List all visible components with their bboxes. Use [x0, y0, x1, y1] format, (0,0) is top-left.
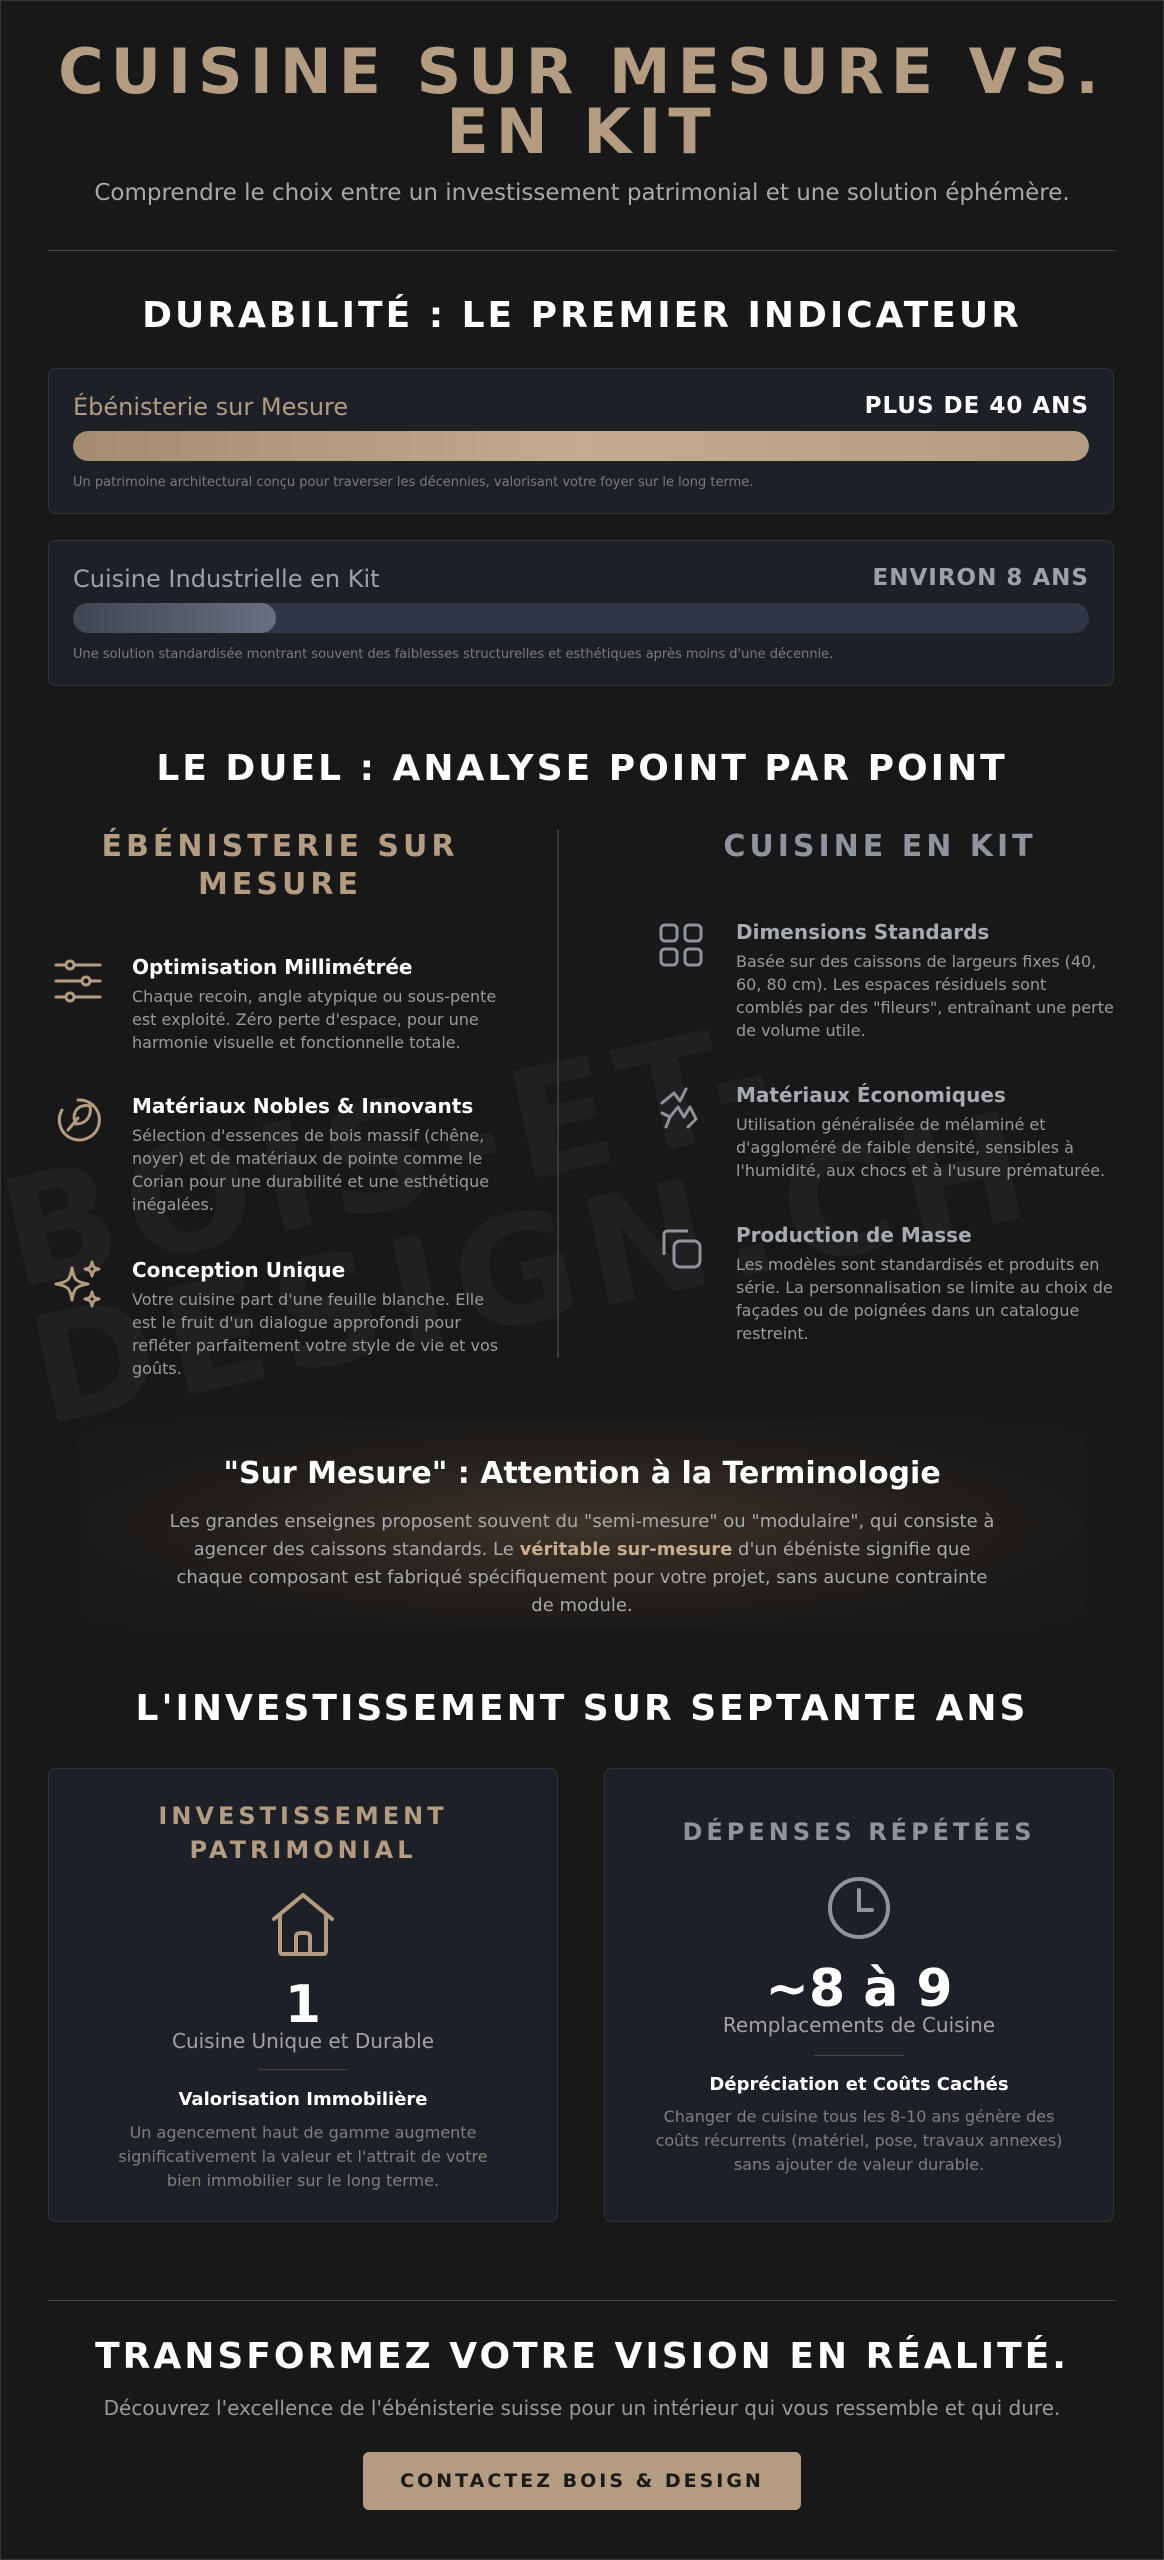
home-icon: [268, 1889, 338, 1959]
kit-feature: [656, 920, 1116, 1060]
divider: [258, 2069, 348, 2070]
durability-label: Cuisine Industrielle en Kit: [73, 565, 380, 593]
grid-icon: [656, 920, 708, 972]
broken-icon: [656, 1083, 708, 1135]
kit-column-title: CUISINE EN KIT: [723, 829, 1037, 864]
sliders-icon: [52, 955, 104, 1007]
investment-big-number: ~8 à 9: [765, 1959, 953, 2019]
leaf-icon: [52, 1094, 104, 1146]
investment-caption: Remplacements de Cuisine: [722, 2013, 996, 2037]
feature-title: Production de Masse: [736, 1223, 972, 1247]
contact-button[interactable]: CONTACTEZ BOIS & DESIGN: [363, 2452, 801, 2510]
terminology-text: d'un ébéniste signifie que chaque composant est fabriqué spécifiquement pour votre projet, sans aucune contrainte de module.: [176, 1539, 988, 1616]
durability-bar-fill: [73, 431, 1089, 461]
durability-bar: [73, 603, 1089, 633]
investment-desc: Un agencement haut de gamme augmente significativement la valeur et l'attrait de votre bien immobilier sur le long terme.: [118, 2123, 488, 2190]
durability-bar-fill: [73, 603, 276, 633]
column-divider: [557, 830, 559, 1358]
kit-feature: [656, 1223, 1116, 1363]
page-title: CUISINE SUR MESURE VS. EN KIT: [58, 35, 1106, 168]
terminology-callout: [78, 1420, 1086, 1630]
feature-title: Dimensions Standards: [736, 920, 990, 944]
sparkles-icon: [52, 1258, 104, 1310]
page-subtitle: Comprendre le choix entre un investissement patrimonial et une solution éphémère.: [94, 180, 1070, 206]
terminology-text: Les grandes enseignes proposent souvent du "semi-mesure" ou "modulaire", qui consiste à agencer des caissons standards. Le: [169, 1511, 995, 1560]
feature-desc: Votre cuisine part d'une feuille blanche. Elle est le fruit d'un dialogue approfondi pour refléter parfaitement votre style de vie et vos goûts.: [132, 1290, 499, 1378]
feature-desc: Utilisation généralisée de mélaminé et d'aggloméré de faible densité, sensibles à l'humidité, aux chocs et à l'usure prématurée.: [736, 1115, 1106, 1180]
durability-desc: Un patrimoine architectural conçu pour traverser les décennies, valorisant votre foyer sur le long terme.: [73, 475, 754, 490]
custom-feature: [52, 1094, 512, 1234]
copy-icon: [656, 1223, 708, 1275]
durability-bar: [73, 431, 1089, 461]
feature-desc: Sélection d'essences de bois massif (chêne, noyer) et de matériaux de pointe comme le Corian pour une durabilité et une esthétique inégalées.: [132, 1126, 490, 1214]
investment-card-repeated: [604, 1768, 1114, 2222]
durability-card-custom: [48, 368, 1114, 514]
custom-feature: [52, 955, 512, 1075]
durability-desc: Une solution standardisée montrant souvent des faiblesses structurelles et esthétiques après moins d'une décennie.: [73, 647, 834, 662]
investment-card-patrimonial: [48, 1768, 558, 2222]
custom-feature: [52, 1258, 512, 1378]
kit-feature: [656, 1083, 1116, 1203]
feature-title: Conception Unique: [132, 1258, 346, 1282]
divider: [48, 2300, 1116, 2301]
investment-card-title: INVESTISSEMENT PATRIMONIAL: [158, 1802, 448, 1864]
terminology-title: "Sur Mesure" : Attention à la Terminologie: [223, 1456, 941, 1491]
feature-title: Matériaux Économiques: [736, 1083, 1006, 1107]
feature-desc: Chaque recoin, angle atypique ou sous-pente est exploité. Zéro perte d'espace, pour une harmonie visuelle et fonctionnelle totale.: [132, 987, 497, 1052]
durability-title: DURABILITÉ : LE PREMIER INDICATEUR: [142, 295, 1022, 336]
cta-subtitle: Découvrez l'excellence de l'ébénisterie suisse pour un intérieur qui vous ressemble et qui dure.: [103, 2396, 1061, 2420]
investment-big-number: 1: [284, 1975, 322, 2035]
investment-subtitle: Valorisation Immobilière: [178, 2089, 428, 2110]
terminology-highlight: véritable sur-mesure: [519, 1539, 733, 1560]
feature-title: Matériaux Nobles & Innovants: [132, 1094, 474, 1118]
durability-label: Ébénisterie sur Mesure: [73, 393, 349, 421]
cta-title: TRANSFORMEZ VOTRE VISION EN RÉALITÉ.: [95, 2336, 1069, 2377]
investment-card-title: DÉPENSES RÉPÉTÉES: [682, 1818, 1036, 1846]
custom-column-title: ÉBÉNISTERIE SUR MESURE: [101, 829, 459, 902]
durability-value: PLUS DE 40 ANS: [864, 393, 1089, 419]
terminology-body: [168, 1508, 996, 1620]
durability-value: ENVIRON 8 ANS: [872, 565, 1089, 591]
feature-desc: Les modèles sont standardisés et produits en série. La personnalisation se limite au choix de façades ou de poignées dans un catalogue restreint.: [736, 1255, 1113, 1343]
investment-title: L'INVESTISSEMENT SUR SEPTANTE ANS: [135, 1688, 1029, 1729]
feature-title: Optimisation Millimétrée: [132, 955, 413, 979]
divider: [814, 2055, 904, 2056]
investment-subtitle: Dépréciation et Coûts Cachés: [709, 2074, 1009, 2095]
investment-caption: Cuisine Unique et Durable: [171, 2029, 435, 2053]
durability-card-kit: [48, 540, 1114, 686]
divider: [48, 250, 1116, 251]
clock-icon: [824, 1873, 894, 1943]
duel-title: LE DUEL : ANALYSE POINT PAR POINT: [156, 748, 1008, 789]
feature-desc: Basée sur des caissons de largeurs fixes (40, 60, 80 cm). Les espaces résiduels sont comblés par des "fileurs", entraînant une perte de volume utile.: [736, 952, 1114, 1040]
investment-desc: Changer de cuisine tous les 8-10 ans génère des coûts récurrents (matériel, pose, travaux annexes) sans ajouter de valeur durable.: [655, 2107, 1063, 2174]
